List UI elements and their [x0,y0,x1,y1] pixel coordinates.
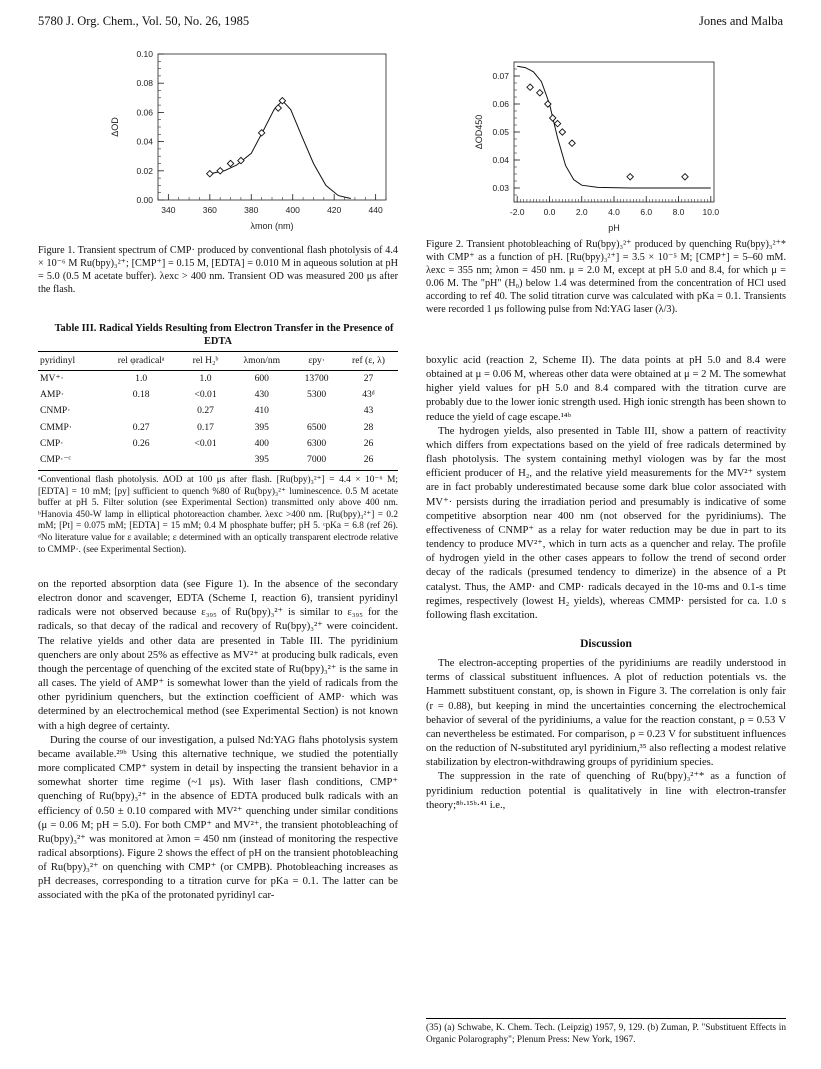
journal-citation: 5780 J. Org. Chem., Vol. 50, No. 26, 1985 [38,14,250,28]
x-axis-label: pH [608,223,620,233]
discussion-heading: Discussion [580,637,632,650]
table-cell: <0.01 [194,437,217,449]
table-cell: 410 [254,405,269,417]
right-column-body [426,354,786,813]
y-tick-label: 0.00 [136,195,153,205]
x-tick-label: 6.0 [640,207,653,217]
x-tick-label: 10.0 [702,207,720,217]
y-tick-label: 0.04 [492,155,509,165]
table-row [38,403,398,419]
table-cell: 0.27 [132,421,150,433]
y-axis-label: ΔOD [110,117,120,137]
data-point [527,84,533,90]
figure-1-chart [96,46,396,242]
fit-curve [517,66,711,188]
discussion-paragraph-2: The suppression in the rate of quenching of Ru(bpy)₃²⁺* as a function of pyridinium reduction potential is qualitatively in line with electron-transfer theory;⁸ᵇ·¹⁵ᵇ·⁴¹ i.e., [426,771,786,811]
x-tick-label: 420 [327,205,342,215]
data-point [554,120,560,126]
figure-1-caption [38,244,398,296]
left-column-body [38,578,398,904]
table-cell [101,403,182,419]
figure-2-caption [426,238,786,316]
y-tick-label: 0.10 [136,49,153,59]
figure-2-caption-text: Figure 2. Transient photobleaching of Ru(bpy)₃²⁺ produced by quenching Ru(bpy)₃²⁺* with CMP⁺ as a function of pH. [Ru(bpy)₃²⁺] = 3.5 × 10⁻⁵ M; [CMP⁺] = 5–60 mM. λexc = 355 nm; λmon = 450 nm. μ = 2.0 M, except at pH 5.0 and 8.4, for which μ = 0.06 M. The "pH" (H₀) below 1.4 was determined from the concentration of HCl used according to ref 40. The solid titration curve was calculated with pKa = 0.1. Transients were recorded 1 μs following pulse from Nd:YAG laser (λ/3). [426,239,786,315]
table-cell: CMP·⁻ᶜ [38,452,101,471]
x-tick-label: 4.0 [608,207,620,217]
y-tick-label: 0.08 [136,78,153,89]
table-cell [101,452,182,471]
left-paragraph-2: During the course of our investigation, a pulsed Nd:YAG flahs photolysis system became available.²⁹ᵇ Using this alternative technique, we studied the potentially more complicated CMP⁺ system in detail by inspecting the transient behavior in a somewhat shorter time regime (~1 μs). With laser flash conditions, CMP⁺ quenching of Ru(bpy)₃²⁺ in the absence of EDTA produced bulk radicals with an efficiency of 0.50 ± 0.10 compared with MV²⁺ quenching under similar conditions (μ = 0.06 M; pH = 5.0). For both CMP⁺ and MV²⁺, the transient photobleaching of Ru(bpy)₃²⁺ was monitored at λmon = 450 nm (instead of monitoring the respective radical absorptions). Figure 2 shows the effect of pH on the transient photobleaching of Ru(bpy)₃²⁺ on quenching with CMP⁺ (or CMPB). Photobleaching increases as pH decreases, corresponding to a titration curve for pKa = 0.1. The latter can be associated with the pKa of the protonated pyridinyl car- [38,734,398,902]
data-point [550,115,556,121]
x-tick-label: 8.0 [672,207,685,217]
table-cell: <0.01 [194,389,217,401]
table-row [38,436,398,452]
x-tick-label: 440 [368,205,383,215]
y-tick-label: 0.07 [492,71,509,81]
y-tick-label: 0.06 [492,99,509,109]
data-point [627,174,633,180]
table-row [38,420,398,436]
x-tick-label: 340 [161,205,176,215]
table-cell: 6300 [307,437,327,449]
x-tick-label: -2.0 [509,207,525,217]
data-point [275,105,281,111]
discussion-paragraph-1: The electron-accepting properties of the pyridiniums are readily understood in terms of classical substituent influences. A plot of reduction potentials vs. the Hammett substituent constant, σp, is shown in Figure 3. The correlation is only fair (r = 0.88), but keeping in mind the uncertainties concerning the electrochemical behavior of several of the pyridiniums, a value for the reaction constant, ρ = 0.53 V can nevertheless be estimated. For comparison, ρ = 0.23 V for substituent influences on the reduction of N-substituted aryl pyridinium,³⁵ also reflecting a modest relative stabilization by electron-withdrawing groups of pyridinium species. [426,658,786,769]
table-cell: 1.0 [135,373,148,385]
table-cell: 43 [363,405,374,417]
plot-frame [158,54,386,200]
y-tick-label: 0.06 [136,107,153,118]
right-paragraph-2: The hydrogen yields, also presented in Table III, show a pattern of reactivity which differs from expectations based on the yield of free radicals determined by flash photolysis. The system containing methyl viologen was by far the most efficient producer of H₂, and the relative yield measurements for the MV²⁺ system are in fact probably underestimated because some dark blue color associated with MV⁺· persists during the irradiation period and presumably is indicative of some competitive absorption near 400 nm (not observed for the pyridiniums). The effectiveness of CNMP⁺ as a relay for water reduction may be due in part to its tendency to produce MV²⁺, which in turn acts as a quencher and relay. The profile of hydrogen yield in the other cases appears to follow the trend of second order decay of the radicals (presumed tendency to dimerize) in the absence of a Pt catalyst. Thus, the AMP· and CMP· radicals decayed in the 10-ms and 0.1-s time regimes, respectively (lowest H₂ yields), whereas CMMP· persisted for ca. 1.0 s following flash excitation. [426,425,786,621]
table-3-grid [38,351,398,471]
x-tick-label: 2.0 [575,207,588,217]
y-tick-label: 0.02 [136,165,153,176]
table-3-column-header: εpy· [294,352,339,371]
table-cell: 1.0 [199,373,212,385]
data-point [217,168,223,174]
x-tick-label: 400 [285,205,300,215]
table-cell: 395 [254,421,269,433]
table-cell: 7000 [294,452,339,471]
table-cell: 0.26 [132,437,150,449]
reference-35: (35) (a) Schwabe, K. Chem. Tech. (Leipzig) 1957, 9, 129. (b) Zuman, P. "Substituent Effects in Organic Polarography"; Plenum Press: New York, 1967. [426,1023,786,1045]
table-cell: CMMP· [40,421,72,433]
y-tick-label: 0.05 [492,127,509,137]
running-header [38,14,783,32]
table-cell: 28 [363,421,374,433]
left-paragraph-1: on the reported absorption data (see Figure 1). In the absence of the secondary electron donor and scavenger, EDTA (Scheme I, reaction 6), transient pyridinyl radicals were not observed because ε₃₉₅ of Ru(bpy)₃²⁺ is similar to ε₃₉₅ for the radicals, so that decay of the radical and recovery of Ru(bpy)₃²⁺ were coincident. The relative yields and other data are presented in Table III. The pyridinium quenchers are only about 25% as effective as MV²⁺ at producing bulk radicals, even though the percentage of quenching of the excited state of Ru(bpy)₃²⁺ is the same in all cases. The yield of AMP⁺ is somewhat lower than the yield of radicals from the other pyridinium quenchers, but the extinction coefficient of AMP· which was determined by an electrochemical method (see Experimental Section) is not known with a high degree of certainty. [38,579,398,732]
table-cell: MV⁺· [40,373,64,385]
data-point [559,129,565,135]
table-3-footnote: ᵃConventional flash photolysis. ΔOD at 100 μs after flash. [Ru(bpy)₃²⁺] = 4.4 × 10⁻⁶ M; [EDTA] = 10 mM; [py] sufficient to quench %80 of Ru(bpy)₃²⁺ luminescence. 0.5 M acetate buffer at pH 5. Filter solution (see Experimental Section) transmitted only above 400 nm. ᵇHanovia 450-W lamp in elliptical photoreaction chamber. λexc >400 nm. [Ru(bpy)₃²⁺] = 0.2 mM; [Pt] = 0.075 mM; [EDTA] = 15 mM; 0.4 M phosphate buffer; pH 5. ᶜpKa = 6.8 (ref 26). ᵈNo literature value for ε available; ε determined with an optically transparent electrode relative to CMMP·. (see Experimental Section). [38,475,398,555]
x-tick-label: 380 [244,205,259,215]
x-tick-label: 360 [202,205,217,215]
reference-footnote [426,1018,786,1047]
table-cell: 43ᵈ [362,389,375,401]
table-cell: 430 [254,389,269,401]
table-cell: CNMP· [40,405,71,417]
table-3-column-header: pyridinyl [38,352,101,371]
table-3-column-header: rel H₂ᵇ [182,352,230,371]
plot-frame [514,62,714,202]
table-3-column-header: ref (ε, λ) [339,352,398,371]
table-cell [294,403,339,419]
table-3-title: Table III. Radical Yields Resulting from Electron Transfer in the Presence of EDTA [54,323,394,347]
author-running-head: Jones and Malba [698,14,783,28]
x-tick-label: 0.0 [543,207,556,217]
table-cell: 27 [363,373,374,385]
table-cell: 5300 [307,389,327,401]
figure-1-caption-text: Figure 1. Transient spectrum of CMP· produced by conventional flash photolysis of 4.4 × 10⁻⁶ M Ru(bpy)₃²⁺; [CMP⁺] = 0.15 M, [EDTA] = 0.010 M in aqueous solution at pH = 5.0 (0.5 M acetate buffer). λexc > 400 nm. Transient OD was measured 200 μs after the flash. [38,245,398,295]
table-3-header-row [38,352,398,371]
table-cell: AMP· [40,389,64,401]
table-3-column-header: rel φradicalᵃ [101,352,182,371]
table-cell: 0.18 [132,389,150,401]
table-cell: 26 [363,437,374,449]
x-axis-label: λmon (nm) [250,221,294,231]
data-point [207,171,213,177]
table-cell: 0.27 [197,405,214,417]
table-row [38,387,398,403]
table-cell: 400 [254,437,269,449]
y-tick-label: 0.04 [136,136,153,147]
data-point [227,160,233,166]
table-cell: CMP· [40,437,64,449]
y-axis-label: ΔOD450 [474,114,484,150]
table-row [38,452,398,471]
table-cell: 600 [254,373,269,385]
right-paragraph-1: boxylic acid (reaction 2, Scheme II). The data points at pH 5.0 and 8.4 were obtained at μ = 0.06 M, whereas other data were obtained at μ = 2 M. The somewhat higher yield values for pH 5.0 and 8.4 compared with the titration curve are probably due to the lower ionic strength used. High ionic strength has been shown to reduce the yield of cage escape.¹⁴ᵇ [426,355,786,423]
y-tick-label: 0.03 [492,183,509,193]
table-cell: 395 [229,452,294,471]
data-point [682,174,688,180]
table-cell: 0.17 [197,421,214,433]
table-cell: 6500 [307,421,327,433]
table-cell: 26 [339,452,398,471]
data-point [238,157,244,163]
data-point [537,90,543,96]
table-cell: 13700 [304,373,329,385]
figure-2-chart [470,54,720,236]
table-3-column-header: λmon/nm [229,352,294,371]
table-cell [182,452,230,471]
table-3 [38,322,398,556]
fit-curve [210,101,351,199]
table-3-body [38,371,398,471]
table-row [38,371,398,388]
data-point [569,140,575,146]
